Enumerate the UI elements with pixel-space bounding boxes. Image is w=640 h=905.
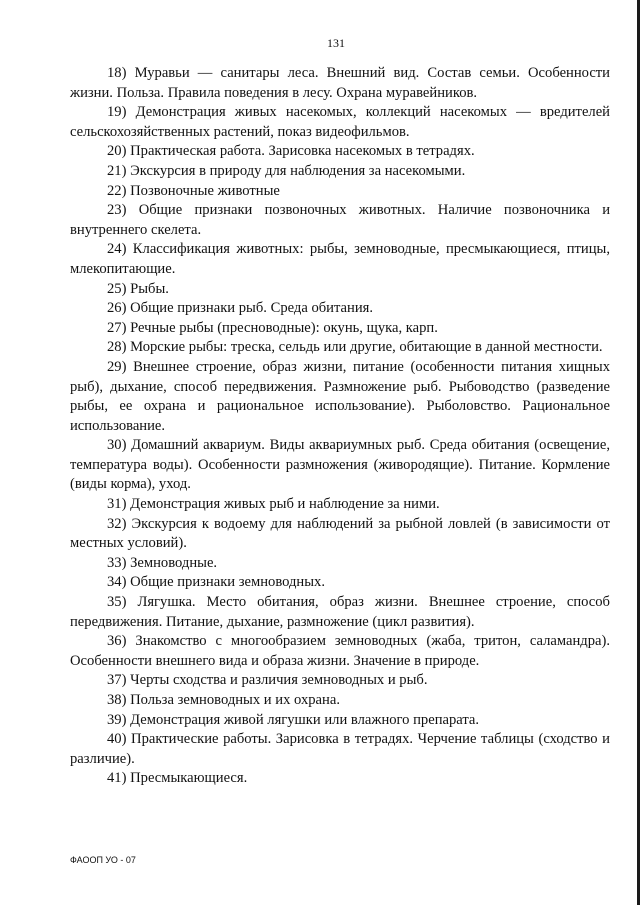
list-item: 40) Практические работы. Зарисовка в тетрадях. Черчение таблицы (сходство и различие). xyxy=(70,731,610,767)
list-item: 25) Рыбы. xyxy=(107,280,169,297)
list-item: 24) Классификация животных: рыбы, земноводные, пресмыкающиеся, птицы, млекопитающие. xyxy=(70,241,610,277)
list-item: 36) Знакомство с многообразием земноводных (жаба, тритон, саламандра). Особенности внешнего вида и образа жизни. Значение в природе. xyxy=(70,633,610,669)
list-item: 41) Пресмыкающиеся. xyxy=(107,770,248,787)
list-item: 23) Общие признаки позвоночных животных. Наличие позвоночника и внутреннего скелета. xyxy=(70,202,610,238)
list-item: 19) Демонстрация живых насекомых, коллекций насекомых — вредителей сельскохозяйственных растений, показ видеофильмов. xyxy=(70,104,610,140)
list-item: 22) Позвоночные животные xyxy=(107,182,280,199)
list-item: 35) Лягушка. Место обитания, образ жизни. Внешнее строение, способ передвижения. Питание, дыхание, размножение (цикл развития). xyxy=(70,594,610,630)
document-body xyxy=(70,64,610,789)
list-item: 32) Экскурсия к водоему для наблюдений за рыбной ловлей (в зависимости от местных условий). xyxy=(70,515,610,552)
list-item: 31) Демонстрация живых рыб и наблюдение за ними. xyxy=(107,496,440,513)
footer-code: ФАООП УО - 07 xyxy=(70,855,136,865)
list-item: 26) Общие признаки рыб. Среда обитания. xyxy=(107,300,373,317)
list-item: 18) Муравьи — санитары леса. Внешний вид. Состав семьи. Особенности жизни. Польза. Правила поведения в лесу. Охрана муравейников. xyxy=(70,65,610,101)
list-item: 38) Польза земноводных и их охрана. xyxy=(107,692,340,708)
list-item: 33) Земноводные. xyxy=(107,554,218,571)
list-item: 30) Домашний аквариум. Виды аквариумных рыб. Среда обитания (освещение, температура воды). Особенности размножения (живородящие). Питание. Кормление (виды корма), уход. xyxy=(70,437,610,493)
list-item: 34) Общие признаки земноводных. xyxy=(107,574,325,591)
list-item: 29) Внешнее строение, образ жизни, питание (особенности питания хищных рыб), дыхание, способ передвижения. Размножение рыб. Рыбоводство (разведение рыбы, ее охрана и рациональное использование). Рыболовство. Рациональное использование. xyxy=(70,358,610,434)
page-number: 131 xyxy=(327,36,345,50)
list-item: 37) Черты сходства и различия земноводных и рыб. xyxy=(107,672,428,689)
list-item: 20) Практическая работа. Зарисовка насекомых в тетрадях. xyxy=(107,143,475,160)
list-item: 39) Демонстрация живой лягушки или влажного препарата. xyxy=(107,711,480,728)
list-item: 27) Речные рыбы (пресноводные): окунь, щука, карп. xyxy=(107,319,438,336)
list-item: 21) Экскурсия в природу для наблюдения за насекомыми. xyxy=(107,162,466,179)
list-item: 28) Морские рыбы: треска, сельдь или другие, обитающие в данной местности. xyxy=(107,339,603,356)
